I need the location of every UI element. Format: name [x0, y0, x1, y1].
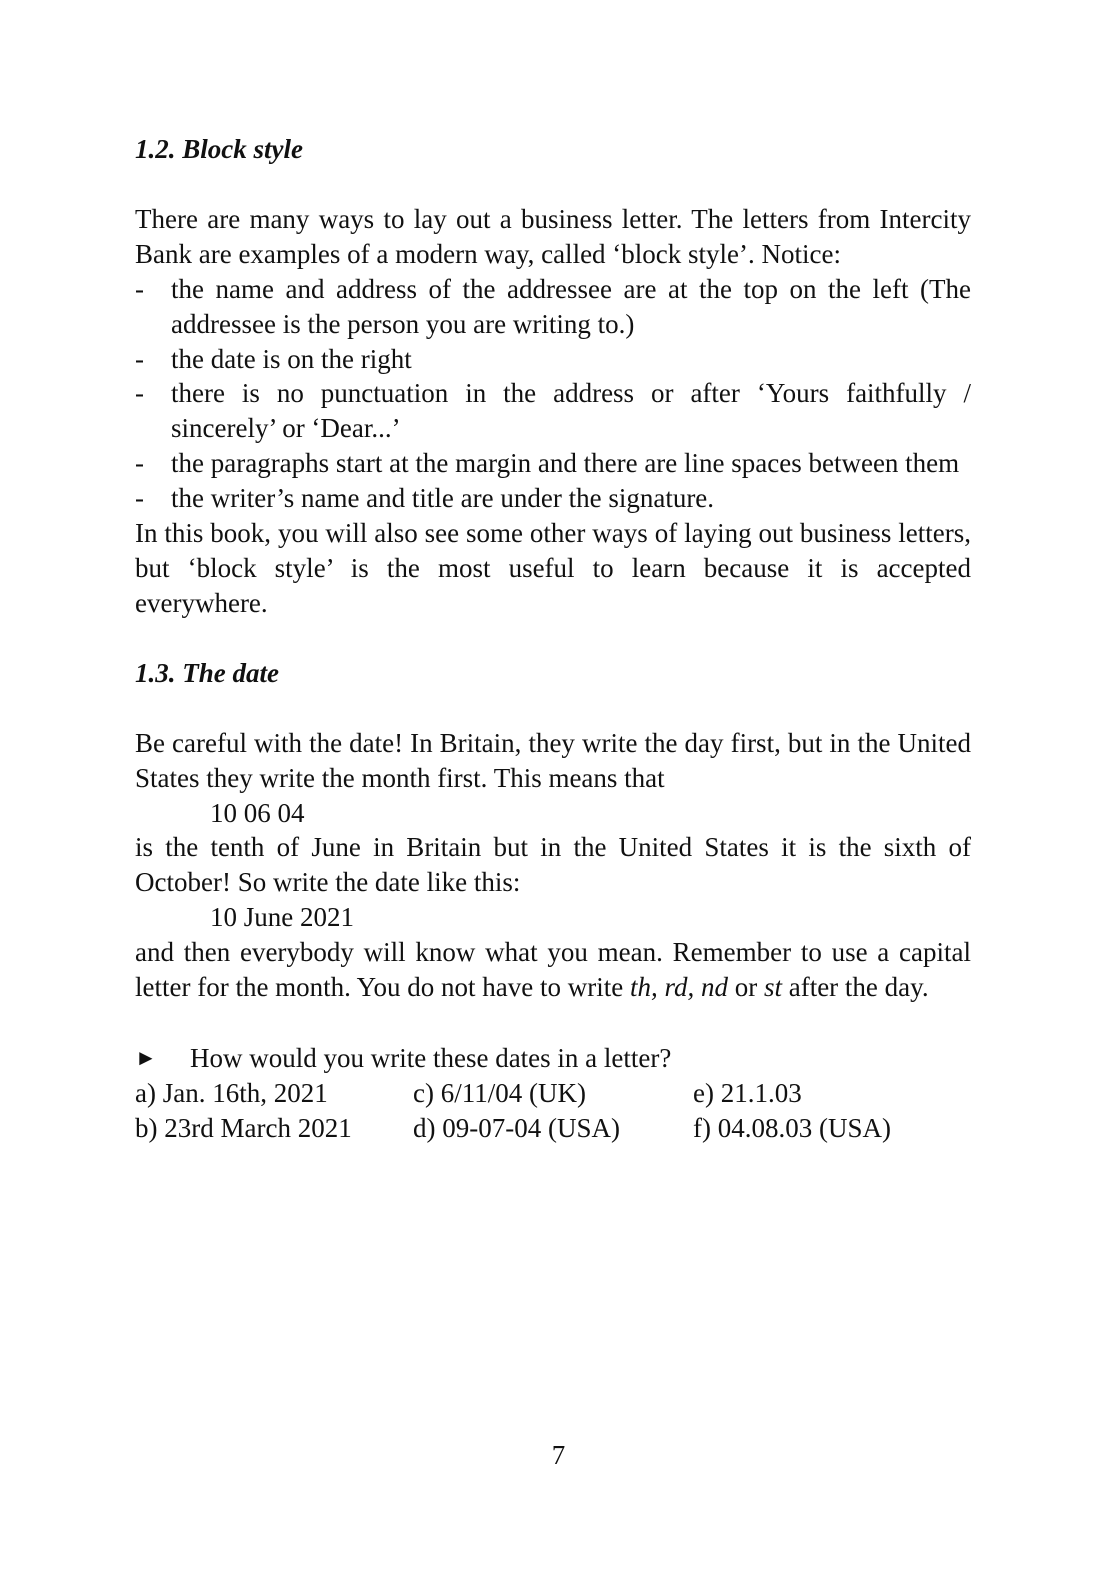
block-style-closing: In this book, you will also see some other ways of laying out business letters, but ‘block style’ is the most useful to learn because it is accepted everywhere.: [135, 518, 971, 618]
exercise-option: c) 6/11/04 (UK): [413, 1077, 586, 1108]
exercise-prompt: [135, 1041, 971, 1076]
spacer: [135, 621, 971, 656]
triangle-right-icon: ►: [135, 1044, 157, 1070]
date-example-numeric: 10 06 04: [210, 797, 305, 828]
exercise-options: [135, 1076, 971, 1146]
exercise-option: a) Jan. 16th, 2021: [135, 1077, 328, 1108]
page-number: 7: [551, 1440, 566, 1470]
section-heading-block-style: 1.2. Block style: [135, 134, 303, 164]
spacer: [135, 167, 971, 202]
exercise-option: d) 09-07-04 (USA): [413, 1112, 620, 1143]
list-item: - the writer’s name and title are under the signature.: [135, 481, 971, 516]
date-paragraph-2: is the tenth of June in Britain but in the United States it is the sixth of October! So write the date like this:: [135, 832, 971, 898]
spacer: [135, 1005, 971, 1041]
exercise-option: b) 23rd March 2021: [135, 1112, 352, 1143]
dash-marker: -: [135, 378, 144, 409]
exercise-option: e) 21.1.03: [693, 1077, 802, 1108]
block-style-notice-list: [135, 272, 971, 516]
exercise-question: How would you write these dates in a letter?: [190, 1042, 672, 1073]
section-heading-the-date: 1.3. The date: [135, 657, 279, 688]
date-paragraph-1: Be careful with the date! In Britain, they write the day first, but in the United States they write the month first. This means that: [135, 727, 971, 793]
list-item: - the date is on the right: [135, 342, 971, 377]
dash-marker: -: [135, 483, 144, 514]
list-item: - the paragraphs start at the margin and there are line spaces between them: [135, 446, 971, 481]
dash-marker: -: [135, 343, 144, 374]
list-item: - the name and address of the addressee are at the top on the left (The addressee is the person you are writing to.): [135, 273, 971, 339]
exercise-option: f) 04.08.03 (USA): [693, 1112, 891, 1143]
dash-marker: -: [135, 448, 144, 479]
dash-marker: -: [135, 273, 144, 304]
date-paragraph-3: and then everybody will know what you mean. Remember to use a capital letter for the month. You do not have to write th, rd, nd or st after the day.: [135, 937, 971, 1003]
spacer: [135, 691, 971, 726]
block-style-intro: There are many ways to lay out a business letter. The letters from Intercity Bank are examples of a modern way, called ‘block style’. Notice:: [135, 203, 971, 269]
page-body: [135, 132, 971, 1146]
list-item: - there is no punctuation in the address or after ‘Yours faithfully / sincerely’ or ‘Dear...’: [135, 378, 971, 444]
date-example-written: 10 June 2021: [210, 902, 354, 933]
